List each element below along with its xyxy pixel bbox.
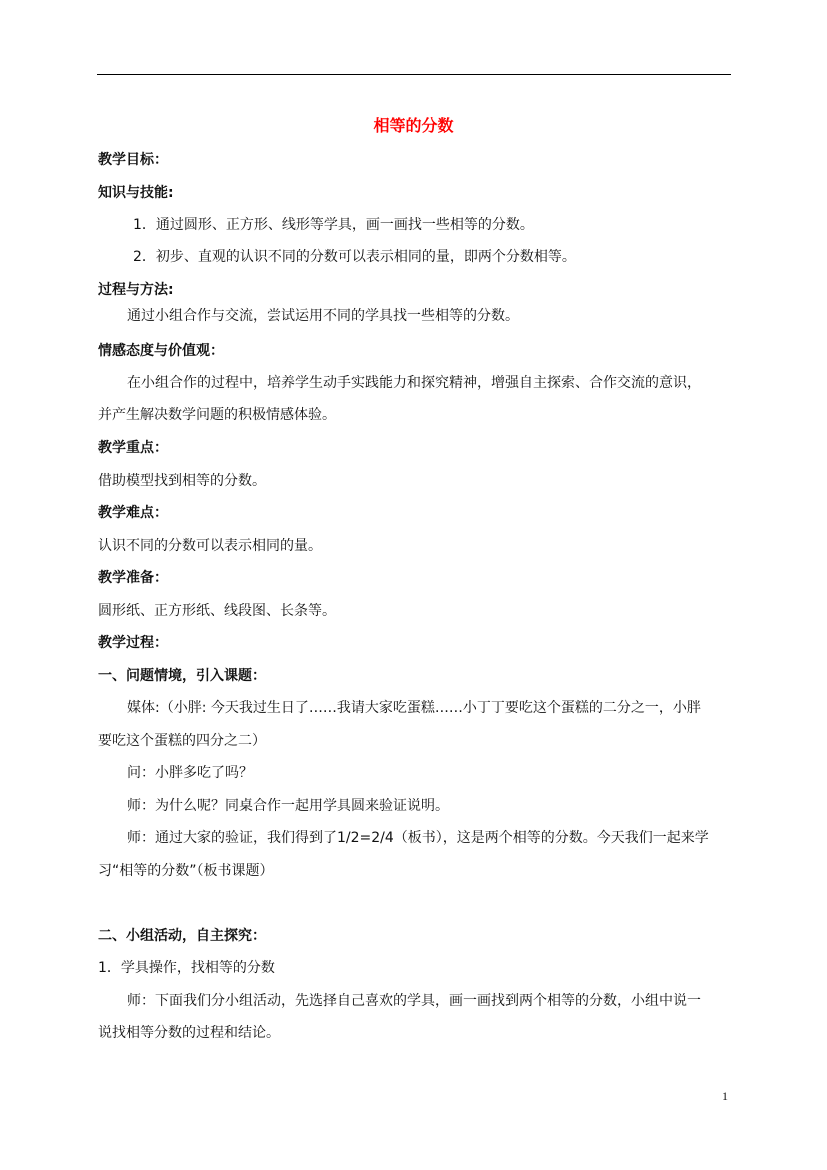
heading-process-method: 过程与方法: [98,282,174,298]
section-2-heading: 二、小组活动，自主探究： [98,928,266,944]
heading-key-point: 教学重点： [98,440,168,456]
document-title: 相等的分数 [373,116,454,135]
question-text: 问：小胖多吃了吗？ [127,765,253,781]
media-text-line-2: 要吃这个蛋糕的四分之二） [98,733,266,749]
heading-difficulty: 教学难点： [98,505,168,521]
objective-1: 1．通过圆形、正方形、线形等学具，画一画找一些相等的分数。 [133,217,534,233]
teacher-text-3-line-2: 说找相等分数的过程和结论。 [98,1025,280,1041]
heading-knowledge-skills: 知识与技能: [98,185,174,201]
teacher-text-3-line-1: 师：下面我们分小组活动，先选择自己喜欢的学具，画一画找到两个相等的分数，小组中说一 [127,993,701,1009]
attitude-text-line-1: 在小组合作的过程中，培养学生动手实践能力和探究精神，增强自主探索、合作交流的意识， [127,375,701,391]
teacher-text-1: 师：为什么呢？同桌合作一起用学具圆来验证说明。 [127,798,449,814]
heading-teaching-process: 教学过程： [98,635,168,651]
heading-preparation: 教学准备： [98,570,168,586]
section-1-heading: 一、问题情境，引入课题： [98,668,266,684]
header-rule [97,74,731,75]
media-text-line-1: 媒体:（小胖: 今天我过生日了……我请大家吃蛋糕……小丁丁要吃这个蛋糕的二分之一，小胖 [127,700,701,716]
process-method-text: 通过小组合作与交流，尝试运用不同的学具找一些相等的分数。 [127,308,519,324]
preparation-text: 圆形纸、正方形纸、线段图、长条等。 [98,603,336,619]
heading-attitude-values: 情感态度与价值观： [98,343,224,359]
attitude-text-line-2: 并产生解决数学问题的积极情感体验。 [98,407,336,423]
heading-objectives: 教学目标： [98,152,168,168]
objective-2: 2．初步、直观的认识不同的分数可以表示相同的量，即两个分数相等。 [133,249,576,265]
activity-1-heading: 1．学具操作，找相等的分数 [98,960,275,976]
difficulty-text: 认识不同的分数可以表示相同的量。 [98,538,322,554]
page-number: 1 [722,1089,728,1103]
teacher-text-2-line-2: 习“相等的分数”（板书课题） [98,863,274,879]
teacher-text-2-line-1: 师：通过大家的验证，我们得到了1/2=2/4（板书），这是两个相等的分数。今天我们一起来学 [127,830,709,846]
key-point-text: 借助模型找到相等的分数。 [98,473,266,489]
